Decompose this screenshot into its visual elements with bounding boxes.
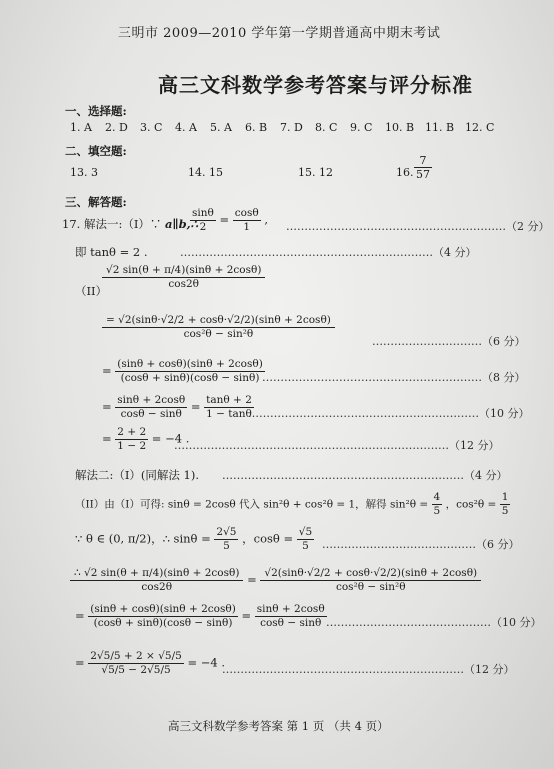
tan-line: 即 tanθ = 2 . [75, 245, 148, 259]
leader-dots: ………………………………………………………… [222, 663, 464, 676]
part-ii-label: （II） [75, 284, 108, 298]
score-line-10 [222, 661, 515, 677]
page-title: 高三文科数学参考答案与评分标准 [158, 73, 473, 97]
fraction-denominator: cos2θ [141, 581, 173, 593]
score-2: （2 分） [506, 220, 550, 233]
fraction-numerator: = √2(sinθ·√2/2 + cosθ·√2/2)(sinθ + 2cosθ) [102, 314, 335, 328]
q17-condition: a∥b,∴ [165, 217, 198, 231]
choice-answer: 10. B [385, 121, 415, 134]
fraction-numerator: tanθ + 2 [206, 394, 252, 406]
fraction-denominator: 1 − 2 [117, 440, 147, 452]
method-2-expr-1: $\frac{\therefore √2 \sin(\theta + \pi/4)(\sin\theta + 2\cos\theta)}{\cos 2\theta}$ = $\frac{√2(\sin\theta\cdot√2/2 + \cos\theta\cdot√2/2)(\sin\theta + 2\cos\theta)}{\text{cos²θ − sin²θ}}$ [70, 567, 481, 594]
fraction-denominator: cos²θ − sin²θ [335, 581, 406, 593]
leader-dots: ………………………………………………………………… [174, 439, 449, 452]
score-line-3 [372, 333, 526, 349]
score-4b: （4 分） [464, 469, 508, 482]
fraction-numerator: sinθ + 2cosθ [256, 603, 325, 615]
choice-answer: 4. A [175, 121, 197, 134]
fraction-denominator: cosθ − sinθ [260, 617, 322, 629]
leader-dots: …………………………………… [322, 538, 476, 551]
m2-ii-text: （II）由（I）可得: sinθ = 2cosθ 代入 sin²θ + cos²θ = 1，解得 sin²θ = [75, 498, 429, 511]
score-4: （4 分） [433, 246, 477, 259]
choice-answer: 9. C [350, 121, 373, 134]
score-12b: （12 分） [464, 663, 515, 676]
choice-answer: 3. C [140, 121, 163, 134]
choice-answer: 12. C [465, 121, 495, 134]
leader-dots: …………………………………………………………… [180, 246, 433, 259]
fraction-numerator: cosθ [234, 207, 259, 219]
leader-dots: …………………………………………………… [262, 371, 482, 384]
fill-answer-15: 15. 12 [298, 166, 333, 179]
fraction-denominator: cosθ − sinθ [120, 408, 182, 420]
choice-answer: 1. A [70, 121, 92, 134]
score-line-9 [326, 614, 542, 630]
section-choice: 一、选择题: [65, 104, 127, 118]
fraction-numerator: 2 + 2 [117, 426, 147, 438]
score-6: （6 分） [482, 335, 526, 348]
leader-dots: ……………………………………… [326, 616, 491, 629]
method-2-expr-3: = $\frac{2√5/5 + 2 \times √5/5}{√5/5 - 2√5/5}$ = −4 . [75, 650, 226, 676]
score-line-5 [248, 405, 530, 421]
fraction-denominator: 5 [433, 505, 441, 517]
ii-expr-4: = $\frac{\sin\theta + 2\cos\theta}{\cos\theta - \sin\theta}$ = $\frac{\tan\theta + 2}{1 - \tan\theta}$ [102, 394, 252, 420]
fraction-denominator: cos2θ [168, 278, 199, 290]
ii-expr-5: = $\frac{2 + 2}{1 - 2}$ = −4 . [102, 426, 190, 452]
score-line-6 [174, 437, 500, 453]
fraction-numerator: √2(sinθ·√2/2 + cosθ·√2/2)(sinθ + 2cosθ) [260, 567, 481, 581]
fraction-numerator: 1 [501, 491, 509, 503]
score-12: （12 分） [449, 439, 500, 452]
choice-answer: 6. B [245, 121, 268, 134]
score-line-4 [262, 369, 526, 385]
score-line-1 [286, 218, 550, 234]
section-solve: 三、解答题: [65, 195, 127, 209]
method-2-intro: 解法二:（I）(同解法 1). [75, 468, 200, 482]
cos-label: ，cosθ = [242, 531, 294, 546]
fraction-numerator: 4 [433, 491, 441, 503]
choice-answer: 5. A [210, 121, 232, 134]
cos-label: ，cos²θ = [445, 498, 497, 511]
theta-range: ∵ θ ∈ (0, π/2)，∴ sinθ = [75, 531, 211, 546]
ii-expr-2 [102, 314, 335, 341]
leader-dots: ………………………………………………………… [222, 469, 464, 482]
fill-answer-14: 14. 15 [188, 166, 223, 179]
fraction-denominator: 2 [199, 221, 207, 233]
ii-expr-1 [102, 264, 265, 291]
score-line-8 [322, 536, 520, 552]
score-10b: （10 分） [491, 616, 542, 629]
fraction-numerator: (sinθ + cosθ)(sinθ + 2cosθ) [90, 603, 236, 615]
fraction-denominator: cos²θ − sin²θ [183, 328, 254, 340]
score-10: （10 分） [479, 407, 530, 420]
choice-answer: 7. D [280, 121, 303, 134]
q17-m1-ratio [190, 207, 268, 234]
fraction-denominator: 5 [501, 505, 509, 517]
score-6b: （6 分） [476, 538, 520, 551]
fill-answer-13: 13. 3 [70, 166, 98, 179]
leader-dots: ……………………………………………………… [248, 407, 479, 420]
choice-answer: 8. C [315, 121, 338, 134]
ii-expr-3: = $\frac{(\sin\theta + \cos\theta)(\sin\theta + 2\cos\theta)}{(\cos\theta + \sin\theta)(\cos\theta - \sin\theta)}$ [102, 358, 263, 384]
score-line-2 [180, 244, 477, 260]
fraction-numerator: (sinθ + cosθ)(sinθ + 2cosθ) [117, 358, 263, 370]
fraction-numerator: ∴ √2 sin(θ + π/4)(sinθ + 2cosθ) [70, 567, 243, 581]
choice-answer: 11. B [425, 121, 455, 134]
result: = −4 . [151, 431, 190, 446]
score-8: （8 分） [482, 371, 526, 384]
fraction-numerator: 2√5/5 + 2 × √5/5 [90, 650, 182, 662]
leader-dots: …………………………………………………… [286, 220, 506, 233]
fraction-numerator: √2 sin(θ + π/4)(sinθ + 2cosθ) [102, 264, 265, 278]
method-2-theta [75, 526, 314, 553]
fraction-denominator: √5/5 − 2√5/5 [101, 664, 171, 676]
method-2-ii [75, 491, 510, 518]
fraction-denominator: 57 [416, 168, 430, 181]
fraction-denominator: (cosθ + sinθ)(cosθ − sinθ) [93, 617, 233, 629]
fraction-numerator: sinθ + 2cosθ [117, 394, 186, 406]
fraction-denominator: 1 − tanθ [206, 408, 252, 420]
fraction-denominator: 5 [302, 540, 309, 552]
fraction-denominator: 1 [243, 221, 251, 233]
equals-sign: = [219, 212, 230, 227]
page-footer: 高三文科数学参考答案 第 1 页 （共 4 页） [168, 719, 389, 733]
section-fill: 二、填空题: [65, 144, 127, 158]
fraction-denominator: (cosθ + sinθ)(cosθ − sinθ) [120, 372, 260, 384]
q17-m1-part1 [62, 216, 198, 232]
fill-answer-16-label: 16. [396, 166, 414, 179]
fraction-numerator: 2√5 [216, 526, 237, 538]
fraction-numerator: √5 [298, 526, 313, 538]
result: = −4 . [187, 655, 226, 670]
fraction-denominator: 5 [223, 540, 230, 552]
fraction-numerator: sinθ [192, 207, 214, 219]
exam-header: 三明市 2009—2010 学年第一学期普通高中期末考试 [118, 26, 441, 41]
comma: , [264, 212, 269, 227]
fill-answer-16 [414, 154, 432, 181]
method-2-expr-2: = $\frac{(\sin\theta + \cos\theta)(\sin\theta + 2\cos\theta)}{(\cos\theta + \sin\theta)(\cos\theta - \sin\theta)}$ = $\frac{\sin\theta + 2\cos\theta}{\cos\theta - \sin\theta}$ [75, 603, 325, 629]
fraction-numerator: 7 [414, 154, 432, 168]
score-line-7 [222, 467, 508, 483]
choice-answer: 2. D [105, 121, 128, 134]
leader-dots: ………………………… [372, 335, 482, 348]
q17-intro: 17. 解法一:（I）∵ [62, 217, 162, 231]
